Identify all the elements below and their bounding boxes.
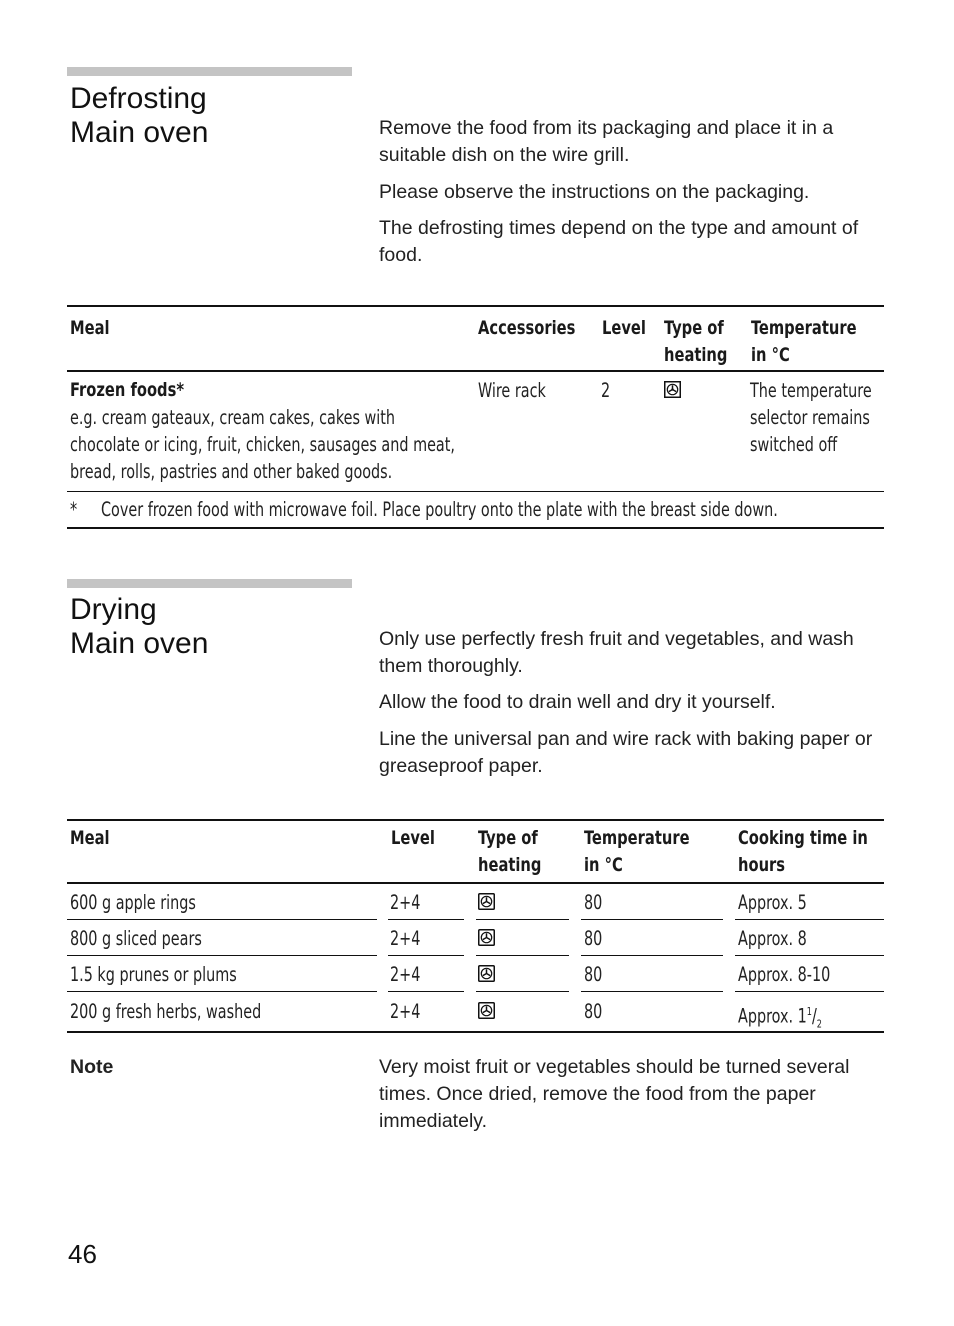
page-number: 46 — [68, 1239, 97, 1269]
section-subtitle-line: Main oven — [70, 116, 209, 149]
header-line: in °C — [751, 344, 790, 366]
fraction-numerator: 1 — [806, 1005, 812, 1018]
hot-air-icon — [478, 929, 495, 946]
defrost-fan-icon — [664, 381, 681, 398]
meal-description-line: bread, rolls, pastries and other baked goods. — [70, 460, 393, 483]
fraction-slash: / — [811, 1004, 817, 1028]
header-rule — [67, 370, 884, 372]
col-header-cooking-time — [738, 825, 868, 879]
hot-air-icon — [478, 893, 495, 910]
row-separator — [735, 955, 884, 956]
meal-description-line: e.g. cream gateaux, cream cakes, cakes with — [70, 406, 396, 429]
meal-description-line: chocolate or icing, fruit, chicken, sausages and meat, — [70, 433, 455, 456]
intro-paragraph: Allow the food to drain well and dry it yourself. — [379, 691, 776, 713]
row-separator — [581, 991, 723, 992]
footnote-rule — [67, 491, 884, 492]
temperature-cell: 80 — [584, 891, 603, 914]
meal-cell: 200 g fresh herbs, washed — [70, 1000, 262, 1023]
level-cell: 2+4 — [390, 891, 421, 914]
header-line: heating — [478, 854, 542, 876]
temperature-cell-line: selector remains — [750, 406, 870, 429]
intro-paragraph: Remove the food from its packaging and place it in a suitable dish on the wire grill. — [379, 117, 834, 166]
header-line: Type of — [478, 827, 538, 849]
level-cell: 2+4 — [390, 963, 421, 986]
cooking-time-cell: Approx. 5 — [738, 891, 807, 914]
section-title-line: Drying — [70, 593, 157, 626]
hot-air-icon — [478, 1002, 495, 1019]
section-title — [70, 593, 208, 661]
accessories-cell: Wire rack — [478, 379, 546, 402]
meal-title: Frozen foods* — [70, 379, 185, 401]
table-bottom-rule — [67, 1031, 884, 1033]
row-separator — [388, 919, 464, 920]
note-text: Very moist fruit or vegetables should be turned several times. Once dried, remove the food from the paper immediately. — [379, 1056, 850, 1132]
temperature-cell-line: The temperature — [750, 379, 872, 402]
temperature-cell-line: switched off — [750, 433, 838, 456]
header-line: Type of — [664, 317, 724, 339]
meal-cell: 1.5 kg prunes or plums — [70, 963, 237, 986]
temperature-cell: 80 — [584, 1000, 603, 1023]
row-separator — [67, 991, 377, 992]
header-line: Temperature — [751, 317, 857, 339]
row-separator — [735, 991, 884, 992]
level-cell: 2+4 — [390, 1000, 421, 1023]
col-header-temperature — [751, 315, 857, 369]
section-divider-bar — [67, 579, 352, 588]
cooking-time-cell: Approx. 8-10 — [738, 963, 831, 986]
cooking-time-cell: Approx. 8 — [738, 927, 807, 950]
row-separator — [388, 991, 464, 992]
fraction-denominator: 2 — [816, 1017, 822, 1031]
row-separator — [67, 955, 377, 956]
row-separator — [581, 955, 723, 956]
section-subtitle-line: Main oven — [70, 627, 209, 660]
table-top-rule — [67, 819, 884, 821]
intro-paragraph: Line the universal pan and wire rack with baking paper or greaseproof paper. — [379, 728, 873, 777]
level-cell: 2 — [601, 379, 611, 402]
temperature-cell: 80 — [584, 927, 603, 950]
meal-cell: 800 g sliced pears — [70, 927, 202, 950]
row-separator — [388, 955, 464, 956]
intro-paragraph: Please observe the instructions on the packaging. — [379, 181, 810, 203]
header-rule — [67, 882, 884, 884]
cooking-time-prefix: Approx. 1 — [738, 1004, 807, 1028]
header-line: heating — [664, 344, 728, 366]
col-header-meal: Meal — [70, 827, 110, 849]
col-header-type — [478, 825, 541, 879]
header-line: in °C — [584, 854, 623, 876]
section-divider-bar — [67, 67, 352, 76]
row-separator — [476, 991, 569, 992]
table-top-rule — [67, 305, 884, 307]
intro-paragraph: The defrosting times depend on the type and amount of food. — [379, 217, 859, 266]
hot-air-icon — [478, 965, 495, 982]
col-header-type — [664, 315, 727, 369]
table-bottom-rule — [67, 527, 884, 529]
row-separator — [476, 955, 569, 956]
row-separator — [581, 919, 723, 920]
row-separator — [67, 919, 377, 920]
header-line: Temperature — [584, 827, 690, 849]
temperature-cell: 80 — [584, 963, 603, 986]
col-header-temperature — [584, 825, 690, 879]
header-line: hours — [738, 854, 786, 876]
intro-paragraph: Only use perfectly fresh fruit and vegetables, and wash them thoroughly. — [379, 628, 854, 677]
section-title-line: Defrosting — [70, 82, 207, 115]
row-separator — [735, 919, 884, 920]
header-line: Cooking time in — [738, 827, 868, 849]
meal-cell: 600 g apple rings — [70, 891, 196, 914]
footnote-mark: * — [70, 498, 78, 521]
col-header-accessories: Accessories — [478, 317, 576, 339]
note-label: Note — [70, 1056, 114, 1078]
section-title — [70, 82, 208, 150]
col-header-level: Level — [391, 827, 435, 849]
col-header-meal: Meal — [70, 317, 110, 339]
row-separator — [476, 919, 569, 920]
level-cell: 2+4 — [390, 927, 421, 950]
col-header-level: Level — [602, 317, 646, 339]
footnote-text: Cover frozen food with microwave foil. Place poultry onto the plate with the breast side down. — [101, 498, 778, 521]
